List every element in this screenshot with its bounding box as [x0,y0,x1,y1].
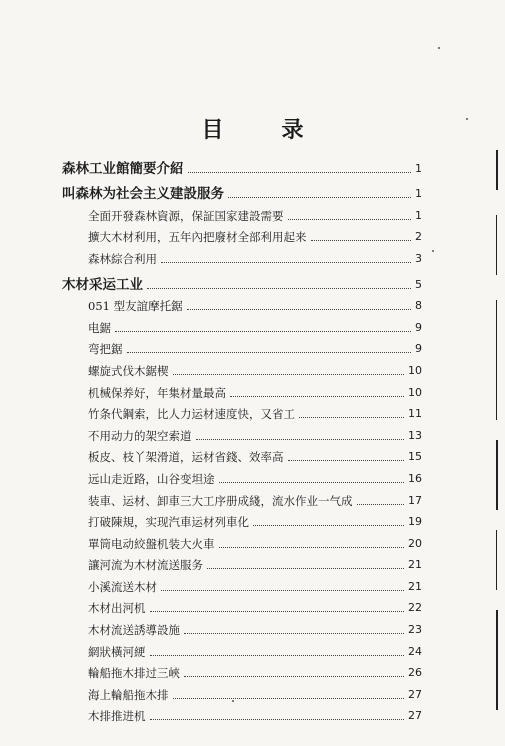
toc-page-number: 1 [415,161,422,175]
toc-entry-label: 海上輪船拖木排 [88,687,169,702]
toc-page-number: 22 [408,601,422,615]
toc-subentry[interactable] [62,315,422,337]
toc-subentry[interactable] [62,337,422,359]
toc-page-number: 20 [408,536,422,550]
toc-entry-label: 網狀橫河綆 [88,644,146,659]
toc-page-number: 9 [415,342,422,356]
toc-page-number: 13 [408,428,422,442]
toc-page-number: 19 [408,515,422,529]
toc-entry-label: 竹条代鋼索，比人力运材速度快，又省工 [88,407,295,422]
toc-subentry[interactable] [62,661,422,683]
toc-entry-label: 装車、运材、卸車三大工序册成綫，流水作业一气成 [88,493,353,508]
dot-leader [207,568,404,569]
toc-subentry[interactable] [62,466,422,488]
toc-subentry[interactable] [62,704,422,726]
toc-page-number: 1 [415,187,422,201]
dot-leader [150,611,405,612]
toc-entry-label: 螺旋式伐木鋸楔 [88,363,169,378]
dot-leader [299,417,404,418]
dot-leader [357,504,405,505]
dot-leader [150,719,405,720]
toc-entry-label: 板皮、枝丫架滑道，运材省錢、效率高 [88,450,284,465]
toc-entry-label: 森林綜合利用 [88,251,157,266]
toc-entry-label: 擴大木材利用，五年內把廢材全部利用起来 [88,230,307,245]
toc-entry-label: 弯把鋸 [88,342,123,357]
toc-subentry[interactable] [62,203,422,225]
dot-leader [115,331,411,332]
dot-leader [288,460,405,461]
title-char-2: 录 [281,118,304,143]
toc-page-number: 27 [408,687,422,701]
toc-entry-label: 远山走近路，山谷变坦途 [88,471,215,486]
scan-speck [432,250,434,252]
toc-page-number: 10 [408,385,422,399]
toc-page-number: 17 [408,493,422,507]
toc-page-number: 5 [415,277,422,291]
toc-page-number: 1 [415,208,422,222]
toc-subentry[interactable] [62,225,422,247]
toc-page-number: 3 [415,251,422,265]
title-char-1: 目 [201,118,224,143]
page-title [0,116,505,146]
dot-leader [187,309,411,310]
binding-edge-mark [496,150,498,190]
dot-leader [173,374,405,375]
dot-leader [184,633,404,634]
toc-subentry[interactable] [62,639,422,661]
toc-page-number: 27 [408,709,422,723]
toc-entry-label: 輪船拖木排过三峽 [88,666,180,681]
dot-leader [230,396,404,397]
table-of-contents [62,156,422,725]
binding-edge-mark [496,215,497,275]
dot-leader [228,197,411,198]
toc-entry-label: 不用动力的架空索道 [88,428,192,443]
toc-subentry[interactable] [62,510,422,532]
toc-page-number: 11 [408,407,422,421]
dot-leader [219,482,405,483]
dot-leader [184,676,404,677]
toc-section-entry[interactable] [62,182,422,204]
toc-page-number: 21 [408,579,422,593]
toc-page-number: 9 [415,320,422,334]
dot-leader [288,219,412,220]
toc-entry-label: 叫森林为社会主义建設服务 [62,186,224,203]
toc-subentry[interactable] [62,574,422,596]
toc-subentry[interactable] [62,617,422,639]
toc-subentry[interactable] [62,531,422,553]
binding-edge-mark [496,440,498,510]
toc-section-entry[interactable] [62,272,422,294]
dot-leader [253,525,404,526]
toc-entry-label: 木材出河机 [88,601,146,616]
scan-speck [466,118,468,120]
toc-entry-label: 打破陳規，实现汽車运材列車化 [88,515,249,530]
scan-speck [232,700,234,702]
dot-leader [161,590,404,591]
toc-page-number: 16 [408,471,422,485]
toc-entry-label: 讓河流为木材流送服务 [88,558,203,573]
toc-subentry[interactable] [62,596,422,618]
toc-entry-label: 單筒电动絞盤机装大火車 [88,536,215,551]
dot-leader [219,547,405,548]
toc-subentry[interactable] [62,294,422,316]
toc-page-number: 23 [408,623,422,637]
dot-leader [161,262,411,263]
toc-subentry[interactable] [62,246,422,268]
toc-subentry[interactable] [62,423,422,445]
toc-page-number: 26 [408,666,422,680]
dot-leader [311,240,412,241]
binding-edge-mark [496,610,498,710]
toc-page-number: 21 [408,558,422,572]
dot-leader [188,172,412,173]
toc-entry-label: 木材采运工业 [62,276,143,293]
dot-leader [196,439,405,440]
dot-leader [150,655,405,656]
toc-subentry[interactable] [62,553,422,575]
toc-section-entry[interactable] [62,156,422,178]
toc-page-number: 15 [408,450,422,464]
toc-entry-label: 木材流送誘導設施 [88,623,180,638]
toc-subentry[interactable] [62,445,422,467]
binding-edge-mark [496,300,497,420]
toc-page-number: 24 [408,644,422,658]
dot-leader [173,698,405,699]
toc-subentry[interactable] [62,682,422,704]
toc-entry-label: 森林工业館簡要介紹 [62,160,184,177]
binding-edge-mark [496,530,497,590]
toc-subentry[interactable] [62,402,422,424]
dot-leader [147,288,411,289]
toc-entry-label: 051 型友誼摩托鋸 [88,299,183,314]
toc-page-number: 10 [408,363,422,377]
dot-leader [127,352,412,353]
toc-page-number: 8 [415,299,422,313]
toc-page-number: 2 [415,230,422,244]
toc-subentry[interactable] [62,380,422,402]
toc-entry-label: 全面开發森林資源，保証国家建設需要 [88,208,284,223]
toc-entry-label: 机械保养好，年集材量最高 [88,385,226,400]
scan-speck [438,47,440,49]
toc-subentry[interactable] [62,358,422,380]
toc-entry-label: 电鋸 [88,320,111,335]
toc-entry-label: 木排推进机 [88,709,146,724]
toc-subentry[interactable] [62,488,422,510]
toc-entry-label: 小溪流送木材 [88,579,157,594]
